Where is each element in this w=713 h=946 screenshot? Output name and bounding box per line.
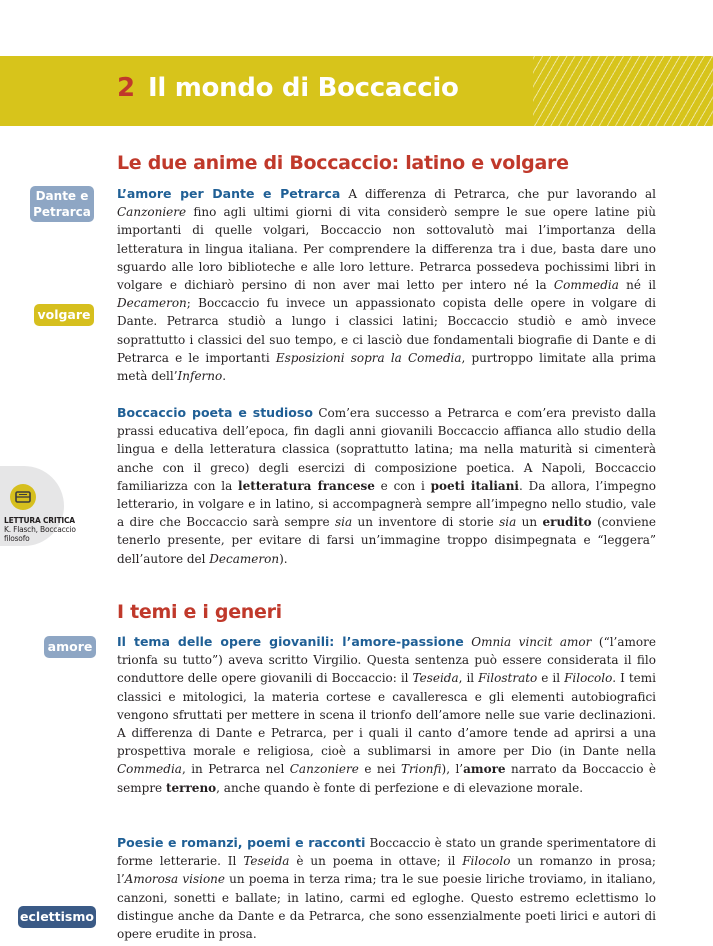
paragraph-lead: Poesie e romanzi, poemi e racconti <box>117 835 366 850</box>
margin-tag-volgare: volgare <box>34 304 94 326</box>
paragraph-amore-dante-petrarca: L’amore per Dante e Petrarca A differenza di Petrarca, che pur lavorando al Canzoniere fino agli ultimi giorni di vita considerò sempre le sue opere latine più importanti di quelle volgari, Boccaccio non sottovalutò mai l’importanza della letteratura in lingua italiana. Per comprendere la differenza tra i due, basta dare uno sguardo alle loro biblioteche e alle loro letture. Petrarca possedeva pochissimi libri in volgare e dichiarò persino di non aver mai letto per intero né la Commedia né il Decameron; Boccaccio fu invece un appassionato copista delle opere in volgare di Dante. Petrarca studiò a lungo i classici latini; Boccaccio studiò e amò invece soprattutto i classici del suo tempo, e ci lasciò due fondamentali biografie di Dante e di Petrarca e le importanti Esposizioni sopra la Comedia, purtroppo limitate alla prima metà dell’Inferno. <box>117 186 657 384</box>
margin-tag-dante-petrarca: Dante e Petrarca <box>30 186 94 222</box>
chapter-number: 2 <box>117 73 136 103</box>
paragraph-lead: Boccaccio poeta e studioso <box>117 405 313 420</box>
margin-tag-amore: amore <box>44 636 96 658</box>
chapter-header <box>0 56 713 126</box>
lettura-critica-role: filosofo <box>4 534 30 543</box>
paragraph-lead: Il tema delle opere giovanili: l’amore-passione <box>117 634 464 649</box>
lettura-critica-author: K. Flasch, Boccaccio <box>4 525 76 534</box>
section-title-due-anime: Le due anime di Boccaccio: latino e volgare <box>117 152 569 174</box>
chapter-title: Il mondo di Boccaccio <box>148 73 459 103</box>
header-hatch-decoration <box>533 56 713 126</box>
paragraph-lead: L’amore per Dante e Petrarca <box>117 186 341 201</box>
paragraph-poesie-romanzi: Poesie e romanzi, poemi e racconti Boccaccio è stato un grande sperimentatore di forme letterarie. Il Teseida è un poema in ottave; il Filocolo un romanzo in prosa; l’Amorosa visione un poema in terza rima; tra le sue poesie liriche troviamo, in italiano, canzoni, sonetti e ballate; in latino, carmi ed egloghe. Questo estremo eclettismo lo distingue anche da Dante e da Petrarca, che sono essenzialmente poeti lirici e autori di opere erudite in prosa. <box>117 835 656 942</box>
book-icon <box>10 484 36 510</box>
paragraph-amore-passione: Il tema delle opere giovanili: l’amore-passione Omnia vincit amor (“l’amore trionfa su tutto”) aveva scritto Virgilio. Questa sentenza può essere considerata il filo conduttore delle opere giovanili di Boccaccio: il Teseida, il Filostrato e il Filocolo. I temi classici e mitologici, la materia cortese e cavalleresca e gli elementi autobiografici vengono sfruttati per mettere in scena il trionfo dell’amore nelle sue varie declinazioni. A differenza di Dante e Petrarca, per i quali il canto d’amore tende ad aprirsi a una prospettiva morale e religiosa, cioè a sublimarsi in amore per Dio (in Dante nella Commedia, in Petrarca nel Canzoniere e nei Trionfi), l’amore narrato da Boccaccio è sempre terreno, anche quando è fonte di perfezione e di elevazione morale. <box>117 634 656 795</box>
margin-tag-eclettismo: eclettismo <box>18 906 96 928</box>
lettura-critica-text <box>4 516 114 543</box>
paragraph-poeta-studioso: Boccaccio poeta e studioso Com’era successo a Petrarca e com’era previsto dalla prassi educativa dell’epoca, fin dagli anni giovanili Boccaccio affianca allo studio della lingua e della letteratura classica (soprattutto latina; ma nella maturità si cimenterà anche con il greco) degli esercizi di composizione poetica. A Napoli, Boccaccio familiarizza con la letteratura francese e con i poeti italiani. Da allora, l’impegno letterario, in volgare e in latino, si accompagnerà sempre all’impegno nello studio, vale a dire che Boccaccio sarà sempre sia un inventore di storie sia un erudito (conviene tenerlo presente, per evitare di farsi un’immagine troppo disimpegnata e “leggera” dell’autore del Decameron). <box>117 405 656 566</box>
lettura-critica-label: LETTURA CRITICA <box>4 516 75 525</box>
section-title-temi-generi: I temi e i generi <box>117 601 282 623</box>
